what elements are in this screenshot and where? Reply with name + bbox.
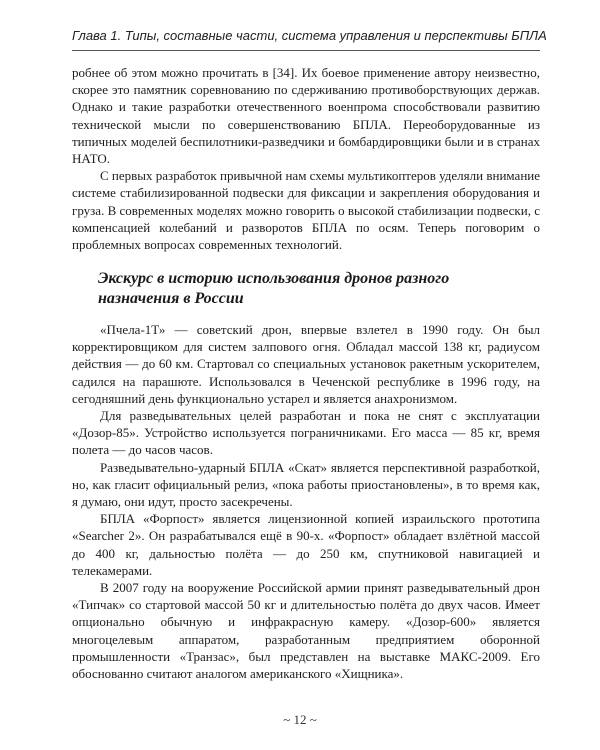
paragraph: С первых разработок привычной нам схемы мультикоптеров уделяли внимание системе стабилизированной подвески для фиксации и закрепления оборудования и груза. В современных моделях можно говорить о высокой стабилизации подвески, с компенсацией колебаний и разворотов БПЛА по осям. Теперь поговорим о проблемных вопросах современных технологий. [72,168,540,253]
section-heading-line: Экскурс в историю использования дронов разного [98,270,450,287]
section-heading [98,269,528,309]
paragraph: «Пчела-1Т» — советский дрон, впервые взлетел в 1990 году. Он был корректировщиком для систем залпового огня. Обладал массой 138 кг, радиусом действия — до 60 км. Стартовал со специальных установок ракетным ускорителем, садился на парашюте. Использовался в Чеченской республике в 1996 году, на сегодняшний день функционально устарел и является анахронизмом. [72,322,540,406]
paragraph: Разведывательно-ударный БПЛА «Скат» является перспективной разработкой, но, как гласит официальный релиз, «пока работы приостановлены», в то время как, я думаю, они идут, просто засекречены. [72,459,540,510]
paragraph: В 2007 году на вооружение Российской армии принят разведывательный дрон «Типчак» со стартовой массой 50 кг и длительностью полёта до двух часов. Имеет опционально обычную и инфракрасную камеру. «Дозор-600» является многоцелевым аппаратом, разработанным предприятием оборонной промышленности «Транзас», был представлен на выставке МАКС-2009. Его обоснованно считают аналогом американского «Хищника». [72,580,540,682]
section-text-block [72,321,540,682]
top-text-block [72,64,540,253]
paragraph-continuation: робнее об этом можно прочитать в [34]. Их боевое применение автору неизвестно, скорее это памятник соревнованию по сдерживанию противоборствующих держав. Однако и такие разработки отечественного военпрома способствовали развитию технической мысли по совершенствованию БПЛА. Переоборудованные из типичных моделей беспилотники-разведчики и бомбардировщики были и в странах НАТО. [72,65,540,167]
page-number: ~ 12 ~ [283,712,317,727]
paragraph: БПЛА «Форпост» является лицензионной копией израильского прототипа «Searcher 2». Он разрабатывался ещё в 90-х. «Форпост» обладает взлётной массой до 400 кг, дальностью полёта — до 250 км, спутниковой навигацией и телекамерами. [72,511,540,578]
section-heading-line: назначения в России [98,290,244,307]
running-header: Глава 1. Типы, составные части, система управления и перспективы БПЛА [72,28,547,43]
paragraph: Для разведывательных целей разработан и пока не снят с эксплуатации «Дозор-85». Устройство используется пограничниками. Его масса — 85 кг, время полета — до часов часов. [72,408,540,458]
header-rule [72,50,540,51]
